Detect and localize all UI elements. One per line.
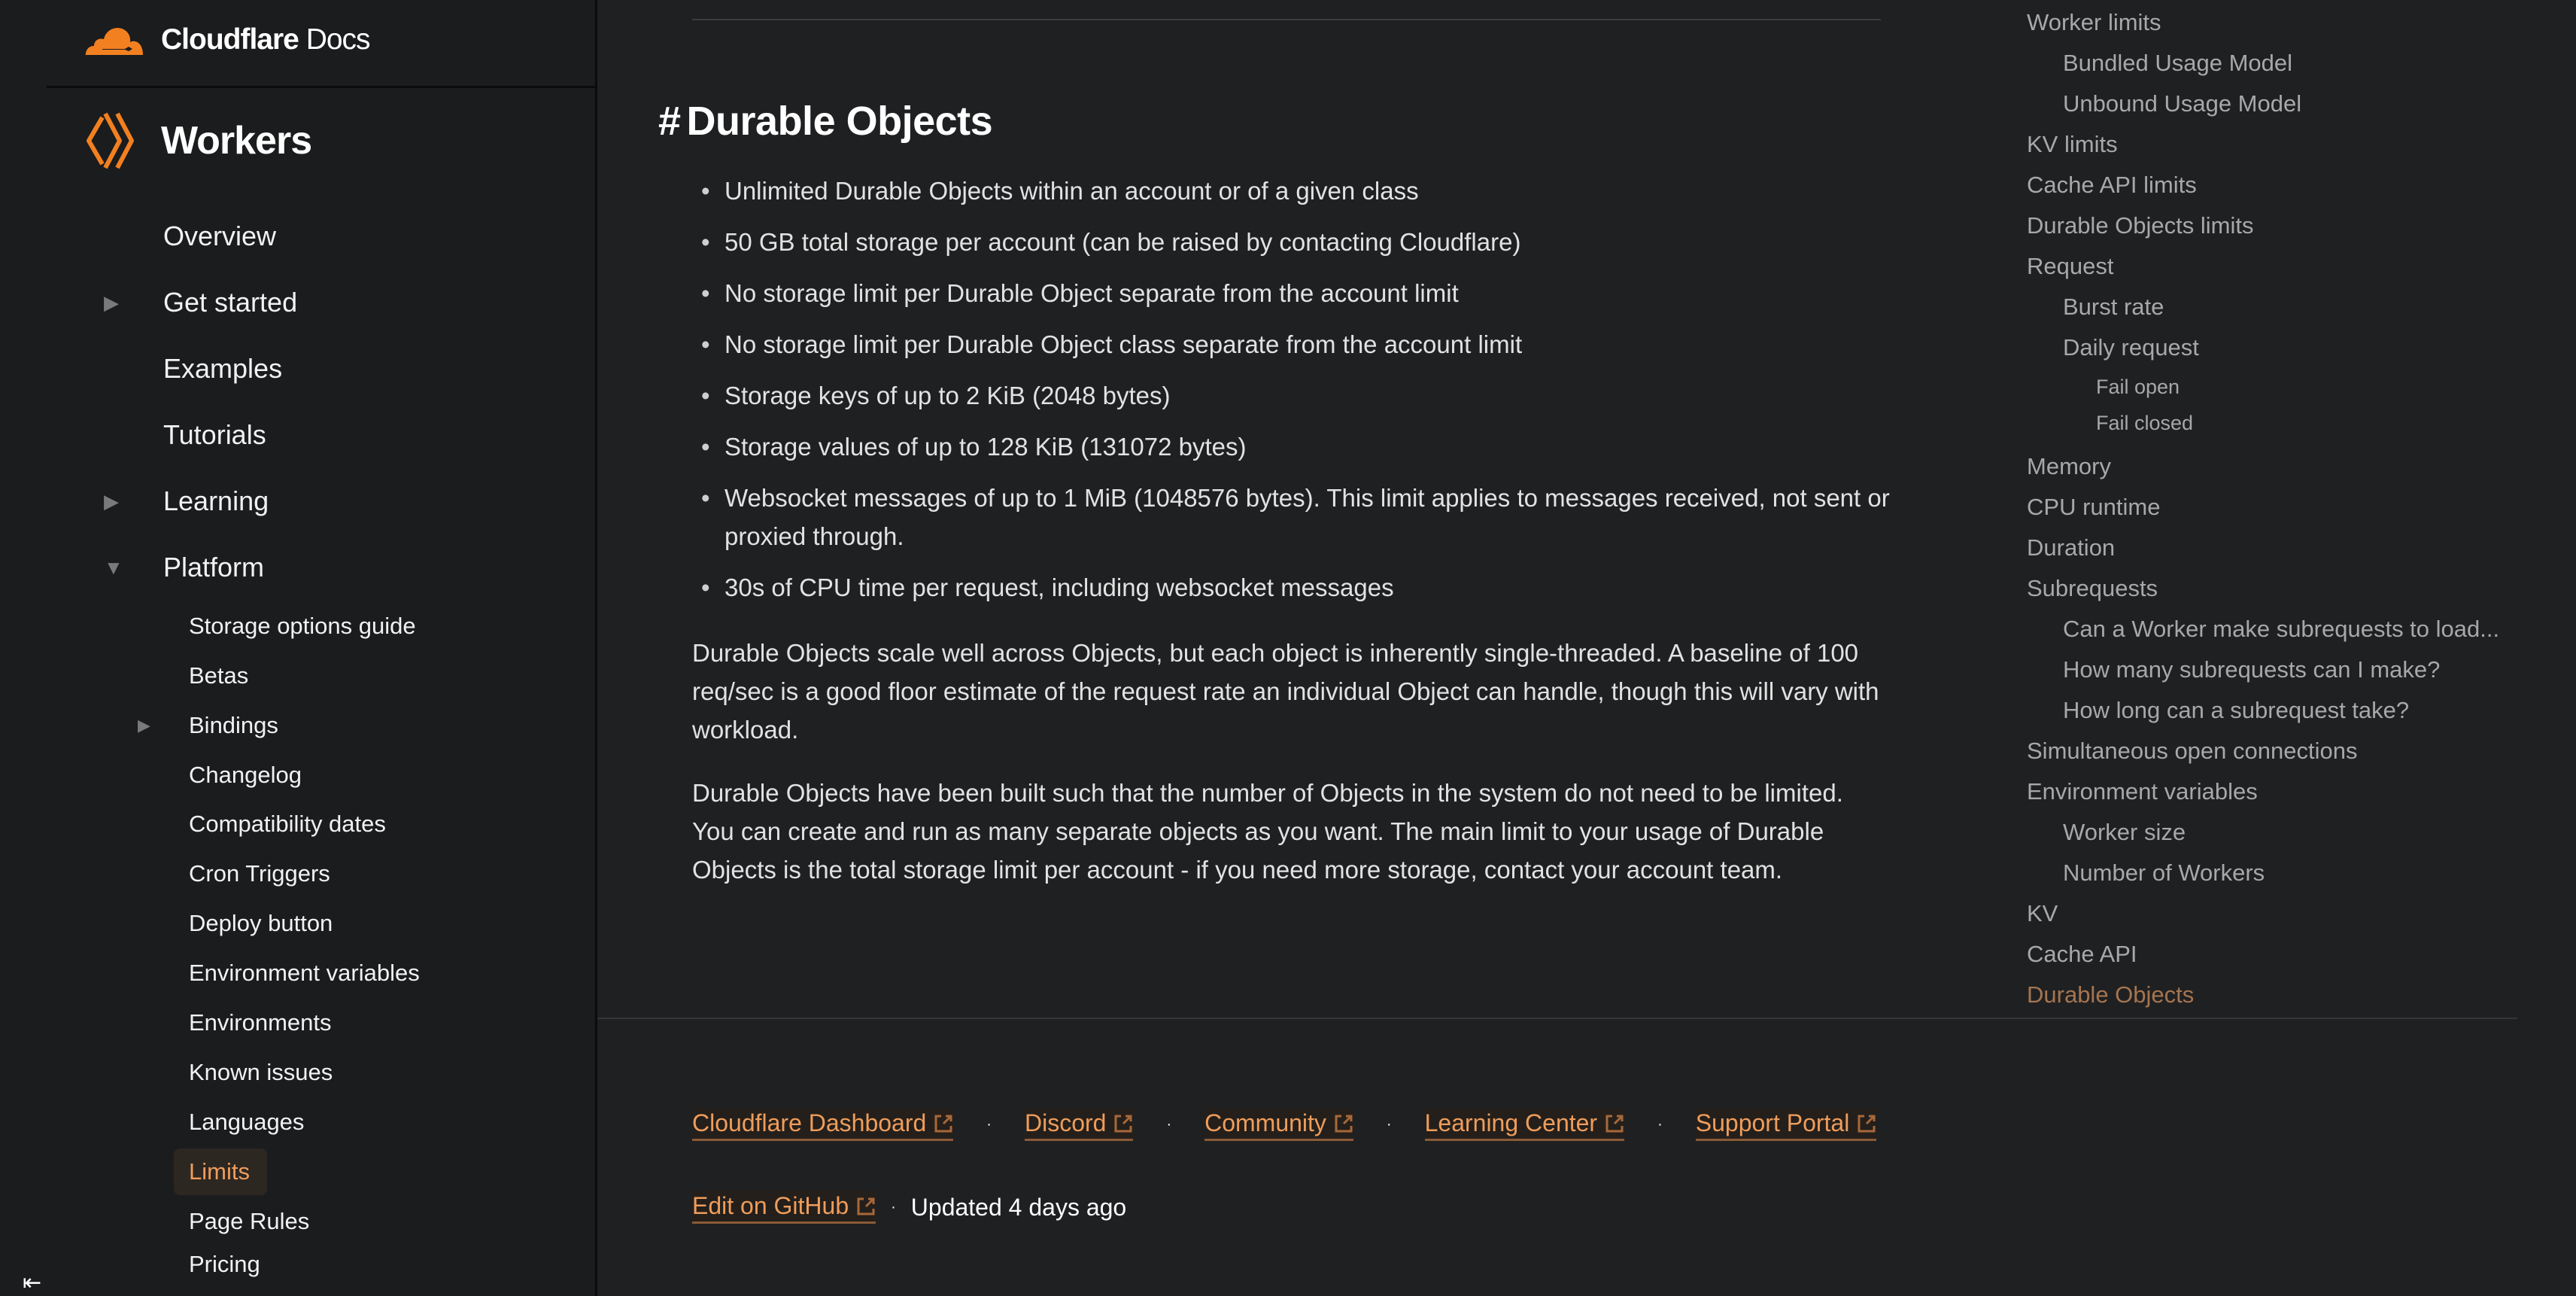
sidebar-item-label: Betas — [189, 662, 249, 689]
sidebar-item-label: Deploy button — [189, 910, 333, 936]
sidebar-item-label: Pricing — [189, 1251, 260, 1277]
expand-arrow-icon[interactable]: ▶ — [104, 291, 119, 314]
toc-item-durable-objects-limits[interactable]: Durable Objects limits — [2027, 212, 2254, 239]
sidebar-item-label: Environment variables — [189, 960, 420, 986]
heading-text: Durable Objects — [686, 99, 993, 144]
toc-item-cpu-runtime[interactable]: CPU runtime — [2027, 494, 2161, 520]
toc-item-fail-closed[interactable]: Fail closed — [2096, 412, 2194, 434]
sidebar-item-label: Get started — [163, 287, 298, 318]
expand-arrow-icon[interactable]: ▶ — [104, 489, 119, 513]
sidebar-item-label: Storage options guide — [189, 613, 416, 639]
sidebar-item-label: Bindings — [189, 712, 278, 738]
sidebar-item-label: Known issues — [189, 1059, 333, 1085]
docs-home-link[interactable] — [83, 21, 370, 59]
sidebar-item-label: Changelog — [189, 762, 302, 788]
expand-arrow-icon[interactable]: ▶ — [138, 716, 150, 735]
footer-link-learning-center[interactable] — [1425, 1108, 1624, 1141]
toc-item-number-of-workers[interactable]: Number of Workers — [2063, 859, 2265, 886]
footer-link-support-portal[interactable] — [1696, 1108, 1877, 1141]
collapse-sidebar-icon[interactable]: ⇤ — [23, 1270, 42, 1295]
sidebar-item-label: Examples — [163, 353, 283, 384]
product-title: Workers — [161, 119, 312, 163]
footer-link-label: Support Portal — [1695, 1109, 1850, 1136]
footer-divider — [597, 1018, 2517, 1019]
page-meta — [692, 1191, 1126, 1224]
list-item: • Websocket messages of up to 1 MiB (1048576 bytes). This limit applies to messages received, not sent or proxied through. — [692, 479, 1896, 555]
external-link-icon — [1113, 1114, 1133, 1133]
toc-item-kv-limits[interactable]: KV limits — [2027, 131, 2118, 157]
list-item: • Storage keys of up to 2 KiB (2048 bytes) — [692, 376, 1896, 415]
footer-link-label: Cloudflare Dashboard — [692, 1109, 927, 1136]
site-title-docs: Docs — [305, 23, 370, 56]
toc-item-unbound-usage-model[interactable]: Unbound Usage Model — [2063, 90, 2302, 117]
toc-item-simultaneous-connections[interactable]: Simultaneous open connections — [2027, 738, 2358, 764]
edit-on-github-link[interactable] — [692, 1191, 876, 1224]
main-content — [597, 0, 2576, 1296]
section-divider — [692, 19, 1881, 20]
toc-item-subrequests[interactable]: Subrequests — [2027, 575, 2158, 601]
workers-icon — [84, 111, 140, 170]
toc-item-burst-rate[interactable]: Burst rate — [2063, 294, 2164, 320]
sidebar-item-label: Cron Triggers — [189, 860, 330, 887]
toc-item-duration[interactable]: Duration — [2027, 534, 2116, 561]
footer-link-discord[interactable] — [1025, 1108, 1133, 1141]
toc-item-durable-objects[interactable]: Durable Objects — [2027, 981, 2195, 1008]
toc-item-daily-request[interactable]: Daily request — [2063, 334, 2199, 361]
footer-link-cloudflare-dashboard[interactable] — [692, 1108, 953, 1141]
toc-item-bundled-usage-model[interactable]: Bundled Usage Model — [2063, 50, 2293, 76]
sidebar-item-label: Limits — [189, 1158, 250, 1185]
list-item: • Storage values of up to 128 KiB (131072 bytes) — [692, 427, 1896, 466]
sidebar — [0, 0, 597, 1296]
cloudflare-cloud-icon — [83, 24, 144, 56]
paragraph: Durable Objects scale well across Objects, but each object is inherently single-threaded. A baseline of 100 req/sec is a good floor estimate of the request rate an individual Object can handle, though this will vary with workload. — [692, 639, 1879, 744]
separator: · — [986, 1115, 992, 1133]
external-link-icon — [934, 1114, 953, 1133]
paragraph: Durable Objects have been built such that the number of Objects in the system do not need to be limited. You can create and run as many separate objects as you want. The main limit to your usage of Durable Objects is the total storage limit per account - if you need more storage, contact your account team. — [692, 779, 1843, 884]
toc-item-request[interactable]: Request — [2027, 253, 2114, 279]
toc-item-fail-open[interactable]: Fail open — [2096, 376, 2180, 398]
list-item: • Unlimited Durable Objects within an account or of a given class — [692, 172, 1896, 210]
footer-link-label: Learning Center — [1424, 1109, 1598, 1136]
product-home-link[interactable] — [84, 111, 311, 170]
list-item: • 50 GB total storage per account (can be raised by contacting Cloudflare) — [692, 223, 1896, 261]
collapse-arrow-icon[interactable]: ▼ — [104, 555, 123, 579]
toc-item-subrequests-count[interactable]: How many subrequests can I make? — [2063, 656, 2441, 683]
footer-link-community[interactable] — [1204, 1108, 1353, 1141]
toc-item-subrequest-duration[interactable]: How long can a subrequest take? — [2063, 697, 2410, 723]
header-divider — [47, 86, 595, 88]
toc-item-memory[interactable]: Memory — [2027, 453, 2111, 479]
last-updated: Updated 4 days ago — [910, 1193, 1127, 1221]
toc-item-kv[interactable]: KV — [2027, 900, 2058, 926]
separator: · — [1386, 1115, 1392, 1133]
separator: · — [1166, 1115, 1172, 1133]
sidebar-item-label: Languages — [189, 1109, 305, 1135]
toc-item-subrequests-load[interactable]: Can a Worker make subrequests to load... — [2063, 616, 2500, 642]
list-item: • No storage limit per Durable Object class separate from the account limit — [692, 325, 1896, 364]
sidebar-item-label: Overview — [163, 221, 277, 251]
external-link-icon — [1605, 1114, 1624, 1133]
list-item: • No storage limit per Durable Object separate from the account limit — [692, 274, 1896, 312]
toc-item-cache-api-limits[interactable]: Cache API limits — [2027, 172, 2197, 198]
footer-link-label: Discord — [1024, 1109, 1107, 1136]
footer-links — [692, 1108, 1876, 1141]
sidebar-item-label: Tutorials — [163, 419, 266, 450]
sidebar-item-label: Learning — [163, 485, 269, 516]
toc-item-worker-size[interactable]: Worker size — [2063, 819, 2186, 845]
separator: · — [1657, 1115, 1663, 1133]
sidebar-item-label: Platform — [163, 552, 265, 583]
sidebar-item-label: Environments — [189, 1009, 332, 1036]
sidebar-item-label: Page Rules — [189, 1208, 310, 1234]
site-title-brand: Cloudflare — [161, 23, 299, 56]
edit-link-label: Edit on GitHub — [692, 1192, 849, 1219]
toc-item-environment-variables[interactable]: Environment variables — [2027, 778, 2258, 805]
list-item: • 30s of CPU time per request, including websocket messages — [692, 568, 1896, 607]
external-link-icon — [1857, 1114, 1876, 1133]
external-link-icon — [1334, 1114, 1353, 1133]
section-heading — [658, 98, 992, 145]
site-title — [161, 23, 370, 56]
limits-list — [692, 172, 1896, 619]
external-link-icon — [856, 1197, 876, 1216]
footer-link-label: Community — [1204, 1109, 1326, 1136]
separator: · — [891, 1198, 896, 1215]
toc-item-worker-limits[interactable]: Worker limits — [2027, 9, 2161, 35]
heading-anchor-link[interactable]: # — [658, 99, 681, 144]
toc-item-cache-api[interactable]: Cache API — [2027, 941, 2137, 967]
sidebar-item-label: Compatibility dates — [189, 811, 386, 837]
